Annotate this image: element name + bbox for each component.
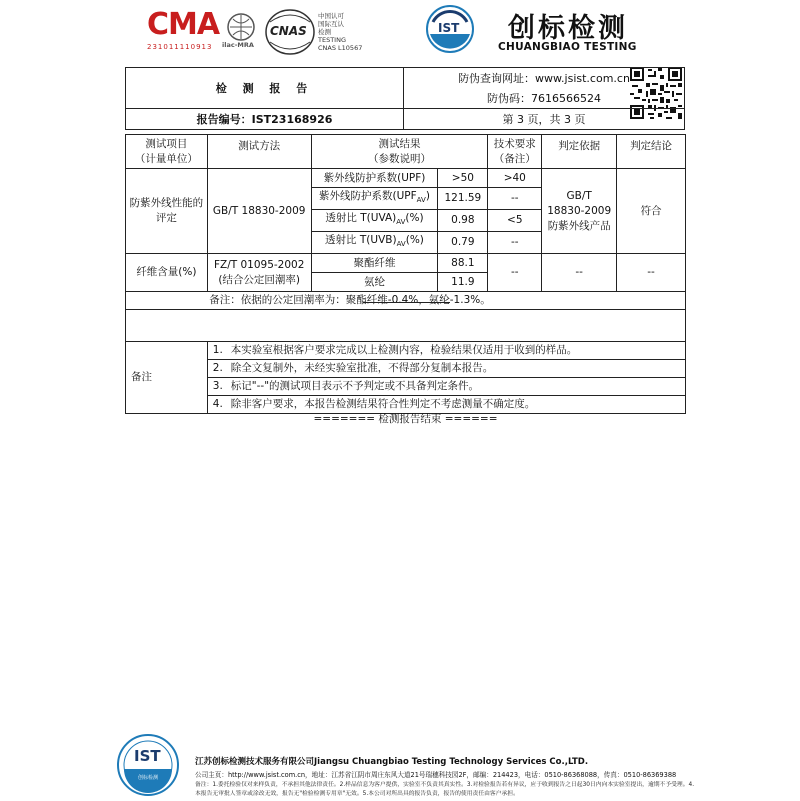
table-row bbox=[126, 169, 686, 188]
header-result-label: 测试结果 bbox=[378, 137, 421, 150]
brand-name-cn: 创标检测 bbox=[508, 13, 628, 44]
remarks-content bbox=[207, 342, 685, 414]
uv-item bbox=[126, 169, 208, 254]
uv-conclusion: 符合 bbox=[617, 169, 686, 254]
cnas-line: 检测 bbox=[318, 28, 331, 36]
fiber-param: 氨纶 bbox=[311, 273, 438, 292]
uv-item-line: 评定 bbox=[155, 212, 177, 225]
uv-param bbox=[311, 232, 438, 254]
uv-value: >50 bbox=[438, 169, 488, 188]
cma-mark: CMA bbox=[147, 7, 220, 42]
brand-name-en: CHUANGBIAO TESTING bbox=[498, 41, 637, 53]
param-subscript: AV bbox=[396, 240, 406, 249]
cnas-line: 中国认可 bbox=[318, 12, 344, 20]
report-title: 检 测 报 告 bbox=[126, 68, 404, 109]
cnas-mark: CNAS bbox=[270, 24, 307, 38]
uv-basis bbox=[542, 169, 617, 254]
param-text: (%) bbox=[405, 234, 424, 247]
table-row bbox=[126, 310, 686, 342]
remark-text: 本实验室根据客户要求完成以上检测内容，检验结果仅适用于收到的样品。 bbox=[229, 342, 685, 360]
uv-method: GB/T 18830-2009 bbox=[207, 169, 311, 254]
blank-row bbox=[126, 310, 686, 342]
header-result bbox=[311, 135, 488, 169]
fiber-method-line: (结合公定回潮率) bbox=[218, 273, 301, 286]
uv-req: -- bbox=[488, 188, 542, 210]
table-row bbox=[126, 254, 686, 273]
fiber-conclusion: -- bbox=[617, 254, 686, 292]
param-text: 透射比 T(UVB) bbox=[325, 234, 397, 247]
uv-basis-line: GB/T bbox=[566, 189, 592, 202]
list-item bbox=[208, 342, 685, 360]
fiber-item: 纤维含量(%) bbox=[126, 254, 208, 292]
header-item-unit: （计量单位） bbox=[134, 152, 198, 165]
report-end-marker: ======= 检测报告结束 ====== bbox=[313, 413, 498, 425]
uv-param bbox=[311, 210, 438, 232]
ist-mark: IST bbox=[438, 21, 460, 35]
uv-req: >40 bbox=[488, 169, 542, 188]
fiber-value: 11.9 bbox=[438, 273, 488, 292]
header-req-note: （备注） bbox=[493, 152, 536, 165]
fiber-basis: -- bbox=[542, 254, 617, 292]
report-number: 报告编号：IST23168926 bbox=[126, 109, 404, 130]
ist-seal-mark: IST bbox=[134, 747, 161, 765]
param-text: 紫外线防护系数(UPF bbox=[319, 190, 417, 202]
test-results-table bbox=[125, 134, 686, 414]
fiber-note: 备注：依据的公定回潮率为：聚酯纤维-0.4%，氨纶-1.3%。 bbox=[207, 292, 685, 310]
cnas-line: CNAS L10567 bbox=[318, 44, 363, 52]
header-item bbox=[126, 135, 208, 169]
uv-param bbox=[311, 188, 438, 210]
remark-number: 4. bbox=[212, 398, 223, 411]
table-row bbox=[126, 292, 686, 310]
uv-req: -- bbox=[488, 232, 542, 254]
uv-value: 0.79 bbox=[438, 232, 488, 254]
list-item bbox=[208, 378, 685, 396]
uv-basis-line: 18830-2009 bbox=[547, 204, 612, 217]
uv-value: 121.59 bbox=[438, 188, 488, 210]
list-item bbox=[208, 360, 685, 378]
cnas-logo bbox=[264, 8, 316, 56]
remark-number: 1. bbox=[208, 342, 229, 360]
param-subscript: AV bbox=[416, 196, 426, 205]
ilac-mra-logo bbox=[222, 10, 260, 54]
cma-number: 231011110913 bbox=[147, 43, 213, 51]
param-text: 透射比 T(UVA) bbox=[325, 212, 397, 225]
cnas-line: TESTING bbox=[318, 36, 346, 44]
uv-basis-line: 防紫外线产品 bbox=[547, 219, 611, 232]
page-number: 第 3 页，共 3 页 bbox=[404, 109, 685, 130]
company-address: 公司主页：http://www.jsist.com.cn，地址：江苏省江阴市周庄东风大道21号瑞穗科技园2F，邮编：214423，电话：0510-86368088，传真：0510-86369388 bbox=[195, 771, 677, 779]
remark-number: 3. bbox=[208, 378, 229, 396]
param-text: ) bbox=[425, 190, 430, 202]
company-name: 江苏创标检测技术服务有限公司Jiangsu Chuangbiao Testing Technology Services Co.,LTD. bbox=[195, 757, 589, 767]
header-item-label: 测试项目 bbox=[145, 137, 188, 150]
param-text: (%) bbox=[405, 212, 424, 225]
fiber-param: 聚酯纤维 bbox=[311, 254, 438, 273]
uv-value: 0.98 bbox=[438, 210, 488, 232]
remark-text: 除非客户要求，本报告检测结果符合性判定不考虑测量不确定度。 bbox=[230, 398, 536, 411]
header-conclusion: 判定结论 bbox=[617, 135, 686, 169]
ilac-text: ilac-MRA bbox=[222, 41, 254, 49]
divider-line bbox=[363, 302, 450, 303]
remarks-row bbox=[126, 342, 686, 414]
header-req-label: 技术要求 bbox=[493, 137, 536, 150]
table-header-row bbox=[126, 135, 686, 169]
uv-req: <5 bbox=[488, 210, 542, 232]
fiber-req: -- bbox=[488, 254, 542, 292]
remark-number: 2. bbox=[208, 360, 229, 378]
remark-text: 除全文复制外，未经实验室批准，不得部分复制本报告。 bbox=[229, 360, 685, 378]
footer-note-1: 备注：1.委托检验仅对来样负责，不承担其他法律责任。2.样品信息为客户提供，实验室不负责其真实性。3.对检验报告若有异议，应于收到报告之日起30日内向本实验室提出，逾期不予受理。4. bbox=[195, 782, 695, 788]
ist-seal-logo bbox=[116, 733, 180, 797]
fiber-value: 88.1 bbox=[438, 254, 488, 273]
query-website: 防伪查询网址：www.jsist.com.cn bbox=[404, 68, 685, 89]
fiber-method bbox=[207, 254, 311, 292]
fiber-method-line: FZ/T 01095-2002 bbox=[213, 258, 305, 271]
header-basis: 判定依据 bbox=[542, 135, 617, 169]
param-subscript: AV bbox=[396, 218, 406, 227]
uv-param: 紫外线防护系数(UPF) bbox=[311, 169, 438, 188]
cnas-accreditation-text bbox=[318, 12, 362, 52]
cma-logo bbox=[147, 7, 220, 54]
remarks-label: 备注 bbox=[126, 342, 208, 414]
header-result-note: （参数说明） bbox=[367, 152, 431, 165]
uv-item-line: 防紫外线性能的 bbox=[129, 197, 204, 210]
report-header-table bbox=[125, 67, 685, 130]
ist-logo bbox=[425, 4, 475, 54]
header-requirement bbox=[488, 135, 542, 169]
anti-fake-code: 防伪码：7616566524 bbox=[404, 88, 685, 109]
fiber-note-spacer bbox=[126, 292, 208, 310]
remarks-list bbox=[208, 342, 685, 413]
footer-note-2: 本报告无审批人签章或涂改无效，报告无"检验检测专用章"无效。5.本公司对所出具的报告负责，报告的使用责任由客户承担。 bbox=[195, 791, 519, 797]
header-method: 测试方法 bbox=[207, 135, 311, 169]
remark-text: 标记"--"的测试项目表示不予判定或不具备判定条件。 bbox=[229, 378, 685, 396]
cnas-line: 国际互认 bbox=[318, 20, 344, 28]
ist-seal-sub: 创标检测 bbox=[138, 775, 159, 781]
